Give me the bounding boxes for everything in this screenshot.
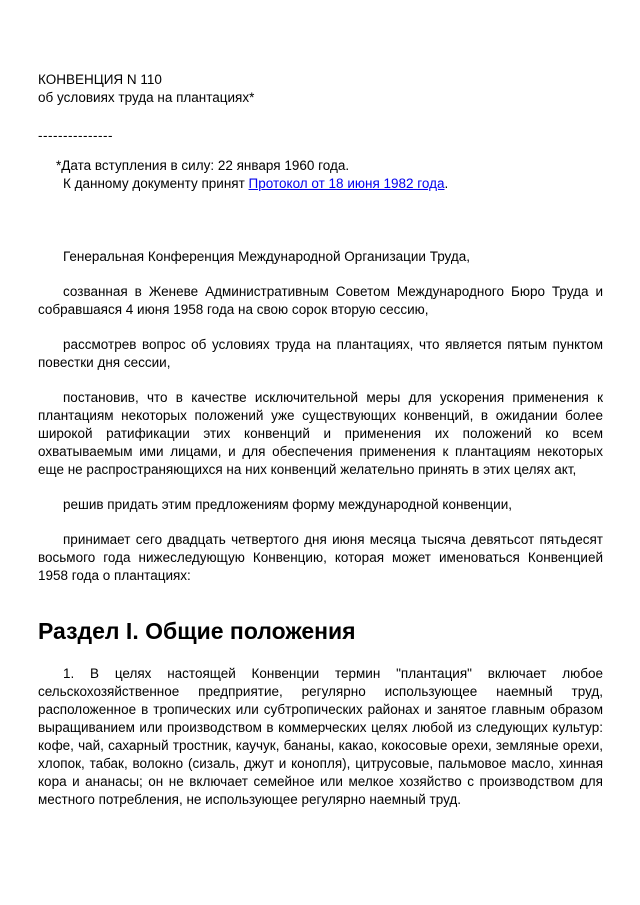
footnote-effective-date: *Дата вступления в силу: 22 января 1960 года.: [56, 158, 350, 173]
paragraph-preamble-4: постановив, что в качестве исключительной меры для ускорения применения к плантациям некоторых положений уже существующих конвенций, в ожидании более широкой ратификации этих конвенций и применения их положений ко всем охватываемым ими лицами, и для обеспечения применения к плантациям некоторых еще не распространяющихся на них конвенций желательно принять в этих целях акт,: [38, 390, 603, 477]
section-heading: Раздел I. Общие положения: [38, 618, 356, 644]
footnote-protocol-line: [38, 175, 603, 193]
footnote-protocol-period: .: [444, 176, 449, 191]
protocol-link[interactable]: Протокол от 18 июня 1982 года: [248, 176, 445, 191]
document-title-block: [38, 71, 603, 107]
paragraph-preamble-5: решив придать этим предложениям форму международной конвенции,: [63, 497, 512, 512]
dashed-separator: ---------------: [38, 128, 113, 143]
document-title-line-2: об условиях труда на плантациях*: [38, 90, 255, 105]
paragraph-preamble-6: принимает сего двадцать четвертого дня июня месяца тысяча девятьсот пятьдесят восьмого года нижеследующую Конвенцию, которая может именоваться Конвенцией 1958 года о плантациях:: [38, 532, 603, 583]
paragraph-article-1: 1. В целях настоящей Конвенции термин "плантация" включает любое сельскохозяйственное предприятие, регулярно использующее наемный труд, расположенное в тропических или субтропических районах и занятое главным образом выращиванием или производством в коммерческих целях любой из следующих культур: кофе, чай, сахарный тростник, каучук, бананы, какао, кокосовые орехи, земляные орехи, хлопок, табак, волокно (сизаль, джут и конопля), цитрусовые, пальмовое масло, хинная кора и ананасы; он не включает семейное или мелкое хозяйство с производством для местного потребления, не использующее регулярно наемный труд.: [38, 666, 603, 807]
paragraph-preamble-1: Генеральная Конференция Международной Организации Труда,: [63, 249, 470, 264]
paragraph-preamble-3: рассмотрев вопрос об условиях труда на плантациях, что является пятым пунктом повестки дня сессии,: [38, 337, 603, 370]
document-title-line-1: КОНВЕНЦИЯ N 110: [38, 72, 162, 87]
footnote-protocol-text: К данному документу принят: [63, 176, 249, 191]
footnote-block: [38, 157, 603, 193]
paragraph-preamble-2: созванная в Женеве Административным Советом Международного Бюро Труда и собравшаяся 4 июня 1958 года на свою сорок вторую сессию,: [38, 284, 603, 317]
